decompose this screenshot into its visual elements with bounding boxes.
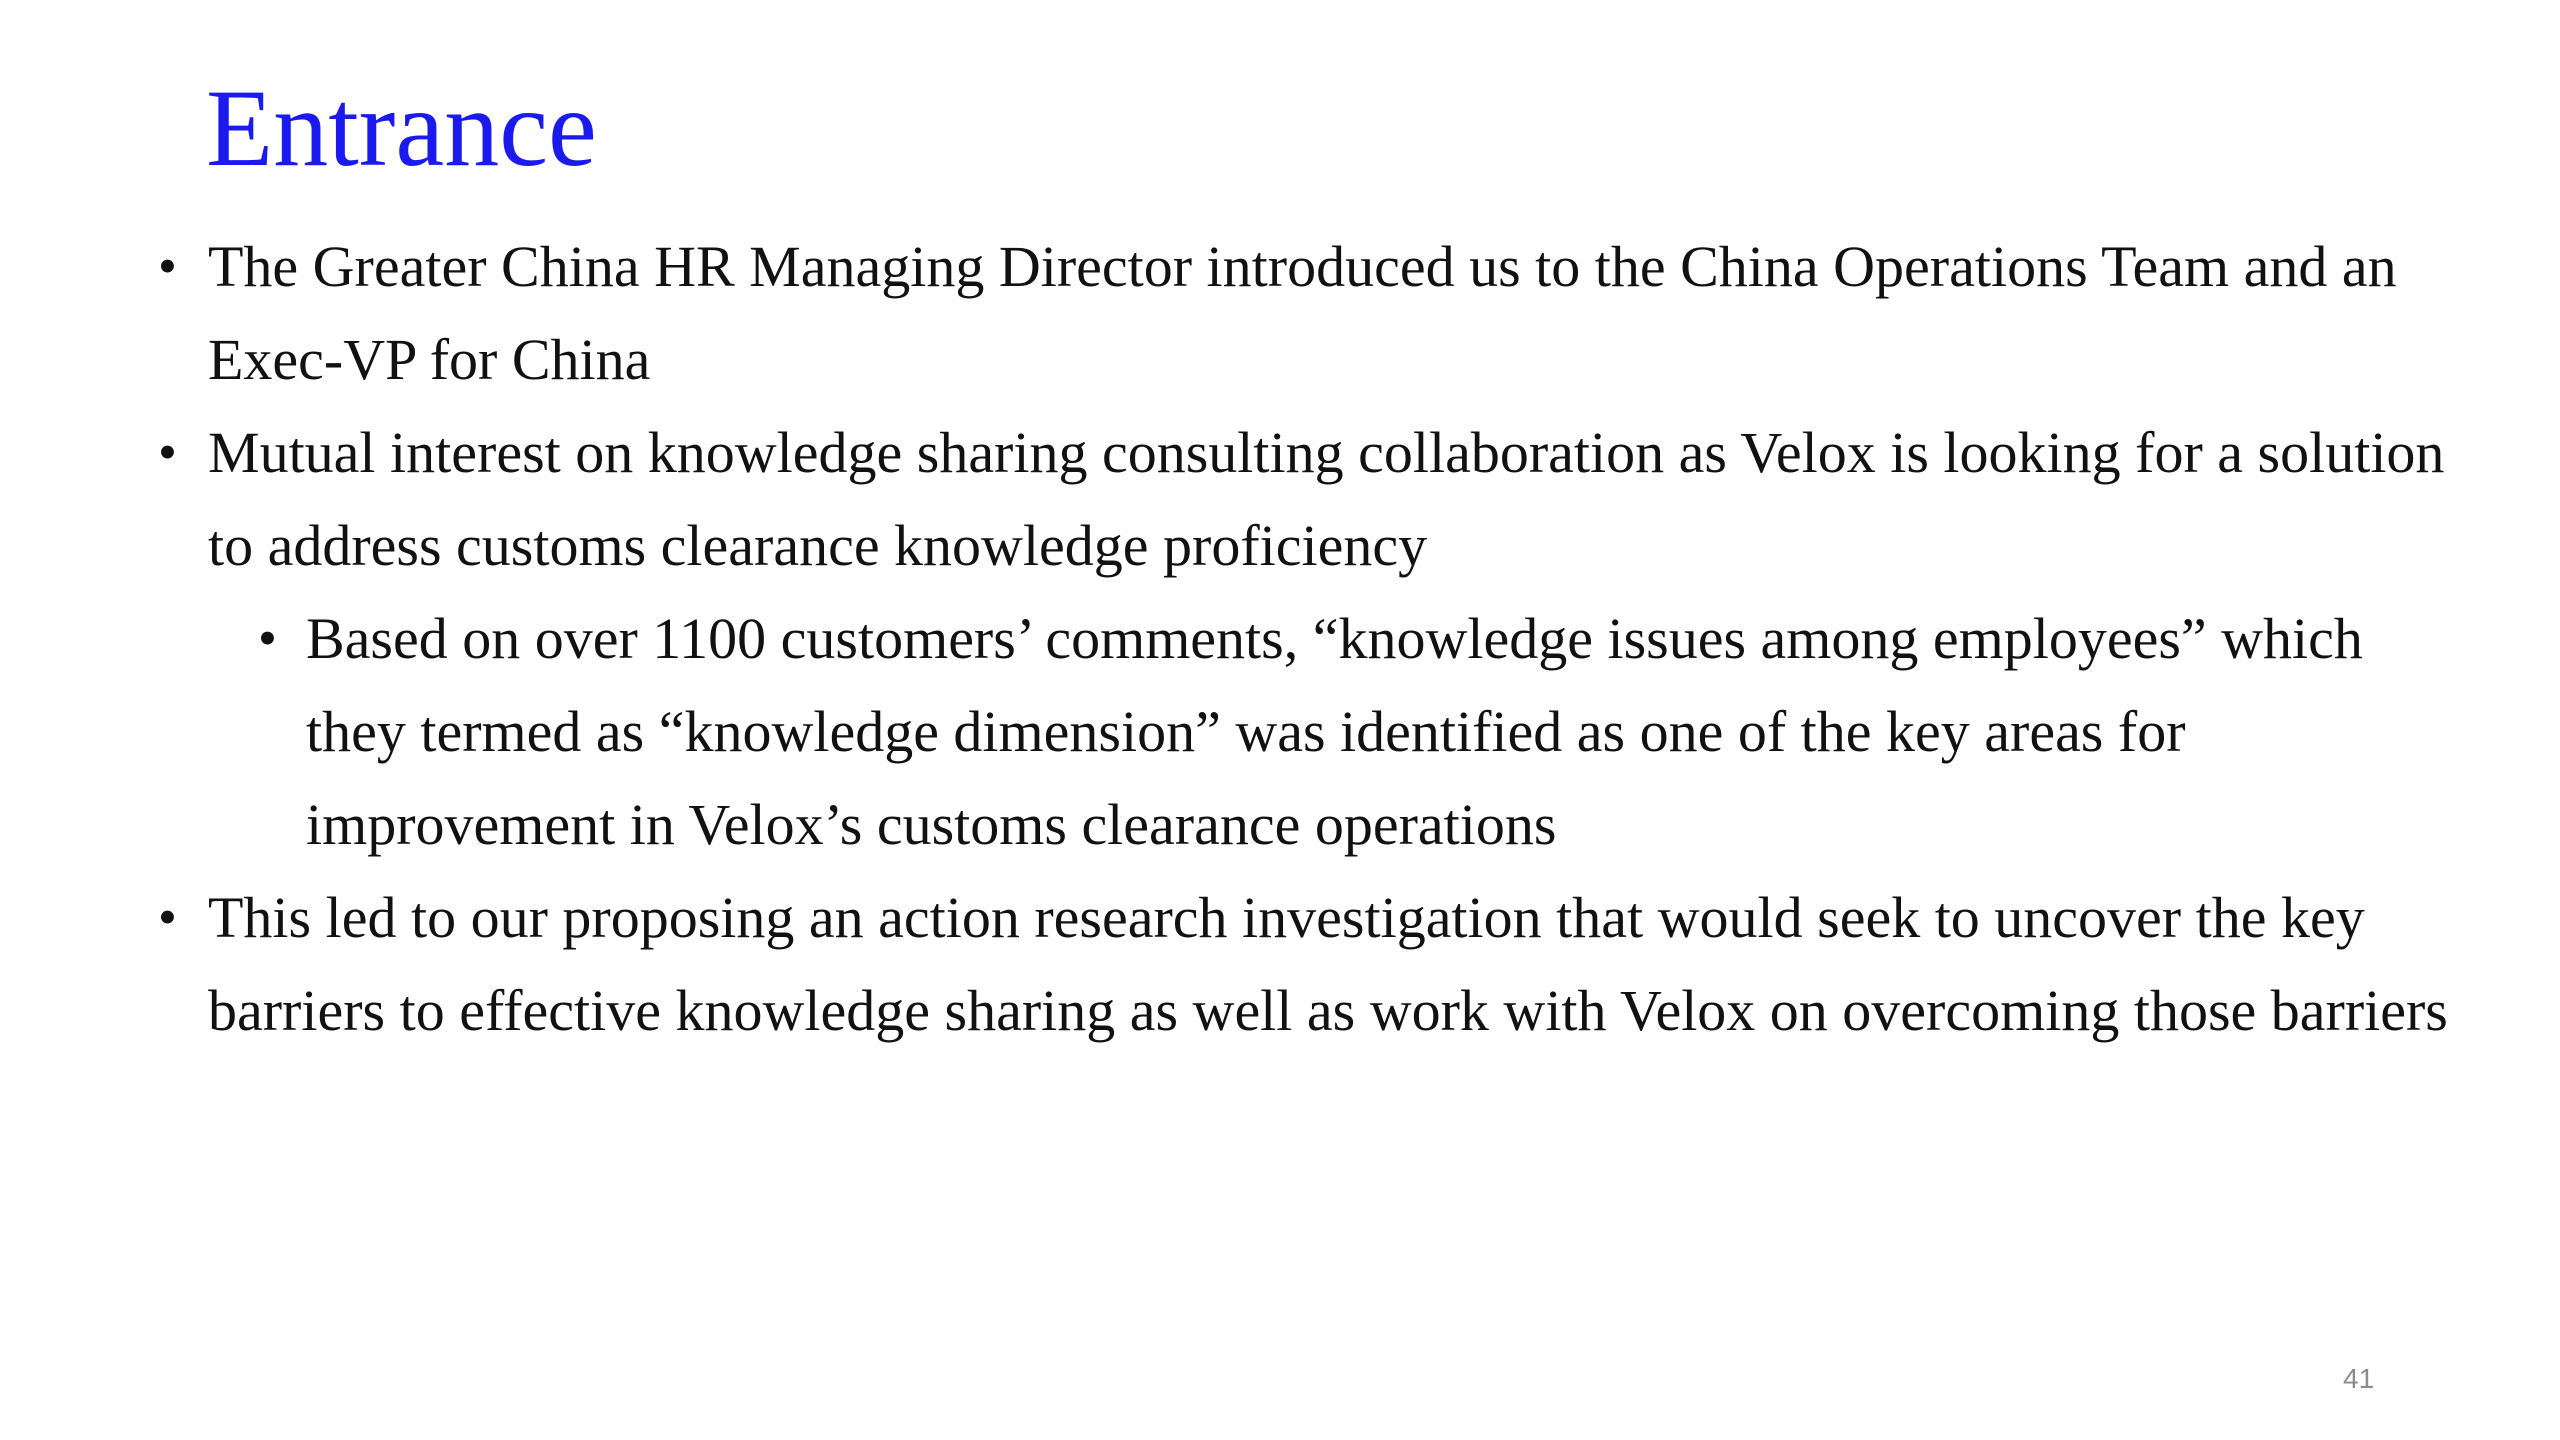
sub-bullet-item <box>0 592 2436 871</box>
bullet-item <box>0 220 2453 406</box>
bullet-item <box>0 406 2453 592</box>
slide-title: Entrance <box>206 67 597 189</box>
bullet-icon: • <box>158 887 177 947</box>
bullet-text: The Greater China HR Managing Director introduced us to the China Operations Team and an Exec-VP for China <box>208 234 2397 392</box>
bullet-text: Based on over 1100 customers’ comments, “knowledge issues among employees” which they termed as “knowledge dimension” was identified as one of the key areas for improvement in Velox’s customs clearance operations <box>306 606 2363 857</box>
bullet-icon: • <box>258 608 277 668</box>
bullet-icon: • <box>158 422 177 482</box>
bullet-icon: • <box>158 236 177 296</box>
bullet-text: This led to our proposing an action research investigation that would seek to uncover the key barriers to effective knowledge sharing as well as work with Velox on overcoming those barriers <box>208 885 2448 1043</box>
bullet-list <box>0 220 2560 1057</box>
bullet-text: Mutual interest on knowledge sharing consulting collaboration as Velox is looking for a solution to address customs clearance knowledge proficiency <box>208 420 2445 578</box>
slide-number: 41 <box>2343 1363 2375 1394</box>
bullet-item <box>0 871 2453 1057</box>
